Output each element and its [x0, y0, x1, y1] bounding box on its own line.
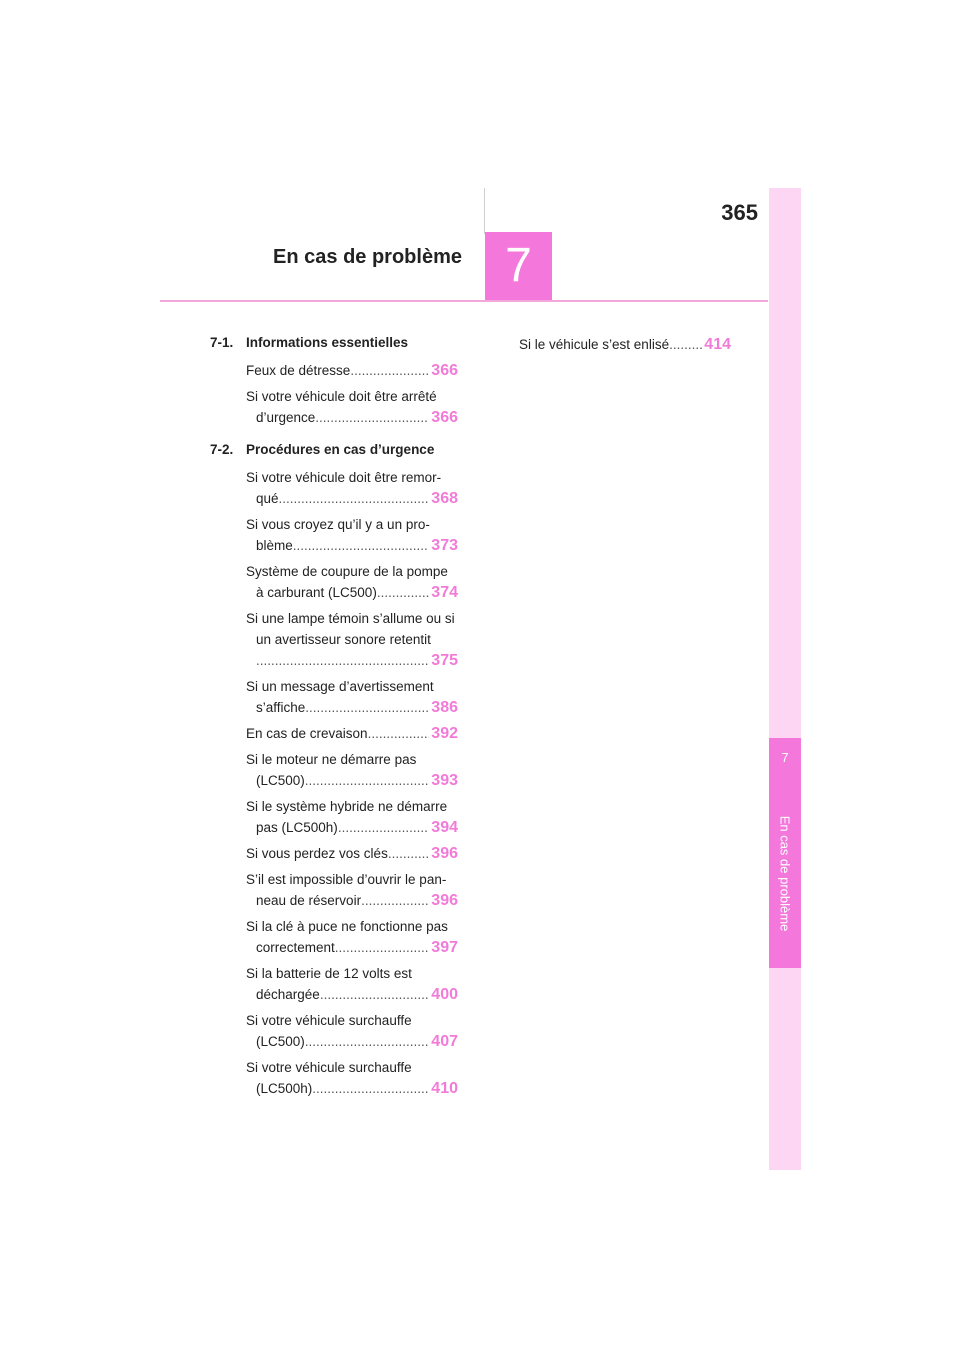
toc-page-link[interactable]: 414 [704, 336, 731, 353]
side-tab-label: En cas de problème [777, 815, 793, 931]
toc-entry-text: pas (LC500h) [256, 820, 338, 835]
toc-section-title: Procédures en cas d’urgence [246, 442, 435, 457]
toc-entry-line [246, 916, 458, 937]
side-tab-label-wrap [769, 780, 801, 966]
toc-entry-line [246, 650, 458, 671]
toc-entry-text: Si votre véhicule surchauffe [246, 1013, 412, 1028]
toc-page-link[interactable]: 393 [431, 772, 458, 789]
toc-entry-text: En cas de crevaison [246, 726, 368, 741]
toc-entry-line [246, 1031, 458, 1052]
toc-entry-line [246, 890, 458, 911]
toc-right-column [519, 334, 731, 360]
toc-entry[interactable] [246, 1057, 458, 1099]
toc-leader-dots [368, 723, 430, 744]
toc-leader-dots [335, 937, 430, 958]
toc-page-link[interactable]: 386 [431, 699, 458, 716]
toc-entry-line [246, 869, 458, 890]
toc-entry[interactable] [246, 796, 458, 838]
toc-entry-text: Si vous perdez vos clés [246, 846, 388, 861]
toc-leader-dots [305, 1031, 430, 1052]
toc-entry-text: (LC500) [256, 773, 305, 788]
toc-leader-dots [256, 650, 429, 671]
toc-entry-text: Si une lampe témoin s’allume ou si [246, 611, 455, 626]
toc-entry-line [246, 1057, 458, 1078]
toc-entry[interactable] [246, 1010, 458, 1052]
toc-page-link[interactable]: 374 [431, 584, 458, 601]
toc-entry-text: (LC500h) [256, 1081, 313, 1096]
toc-entry-text: Si vous croyez qu’il y a un pro- [246, 517, 430, 532]
toc-section-title: Informations essentielles [246, 335, 409, 350]
toc-page-link[interactable]: 392 [431, 725, 458, 742]
toc-leader-dots [312, 1078, 429, 1099]
toc-entry[interactable] [246, 749, 458, 791]
toc-entry-text: (LC500) [256, 1034, 305, 1049]
toc-entry-text: Système de coupure de la pompe [246, 564, 448, 579]
side-tab-number: 7 [781, 750, 789, 765]
toc-entry-text: Feux de détresse [246, 363, 351, 378]
toc-leader-dots [293, 535, 430, 556]
toc-entry-line [246, 796, 458, 817]
toc-entry-text: à carburant (LC500) [256, 585, 377, 600]
side-tab-strip [769, 188, 801, 1170]
toc-entry-text: Si la batterie de 12 volts est [246, 966, 412, 981]
toc-entry-line [246, 749, 458, 770]
toc-entry-line [246, 582, 458, 603]
toc-entry-line [246, 629, 458, 650]
toc-section-number: 7-1. [210, 335, 234, 350]
toc-entry-text: correctement [256, 940, 335, 955]
toc-page-link[interactable]: 396 [431, 892, 458, 909]
toc-leader-dots [338, 817, 429, 838]
toc-entry-text: neau de réservoir [256, 893, 362, 908]
toc-entry-line [246, 608, 458, 629]
toc-entry-line [246, 676, 458, 697]
toc-entry-line [246, 467, 458, 488]
toc-leader-dots [377, 582, 429, 603]
toc-entry-text: Si le moteur ne démarre pas [246, 752, 417, 767]
toc-section-number: 7-2. [210, 442, 234, 457]
toc-entry[interactable] [246, 360, 458, 381]
toc-entry-line [246, 937, 458, 958]
toc-entry[interactable] [246, 963, 458, 1005]
toc-leader-dots [305, 697, 429, 718]
toc-entry-text: S’il est impossible d’ouvrir le pan- [246, 872, 447, 887]
toc-page-link[interactable]: 368 [431, 490, 458, 507]
toc-entry[interactable] [246, 386, 458, 428]
toc-page-link[interactable]: 407 [431, 1033, 458, 1050]
toc-entry-text: déchargée [256, 987, 320, 1002]
toc-entry-line [246, 386, 458, 407]
toc-entry[interactable] [246, 869, 458, 911]
toc-page-link[interactable]: 366 [431, 362, 458, 379]
toc-entry-text: Si votre véhicule doit être remor- [246, 470, 442, 485]
toc-entry[interactable] [246, 723, 458, 744]
toc-entry-line [246, 817, 458, 838]
toc-entry-text: un avertisseur sonore retentit [256, 632, 431, 647]
toc-page-link[interactable]: 373 [431, 537, 458, 554]
toc-leader-dots [315, 407, 429, 428]
toc-leader-dots [669, 334, 702, 355]
header-rule [160, 300, 768, 302]
toc-page-link[interactable]: 375 [431, 652, 458, 669]
toc-entry-text: qué [256, 491, 279, 506]
toc-leader-dots [279, 488, 430, 509]
toc-entry-line [246, 770, 458, 791]
toc-page-link[interactable]: 410 [431, 1080, 458, 1097]
header-vertical-rule [484, 188, 485, 234]
toc-entry-line [246, 843, 458, 864]
toc-entry[interactable] [246, 514, 458, 556]
toc-entry-text: Si le véhicule s’est enlisé [519, 337, 670, 352]
toc-entry[interactable] [246, 843, 458, 864]
toc-leader-dots [388, 843, 429, 864]
toc-entry-line [246, 1078, 458, 1099]
toc-entry[interactable] [246, 561, 458, 603]
toc-entry-line [246, 697, 458, 718]
toc-entry-line [246, 514, 458, 535]
toc-entry-line [246, 535, 458, 556]
toc-entry[interactable] [246, 467, 458, 509]
toc-entry-line [246, 984, 458, 1005]
toc-entry-line [246, 360, 458, 381]
toc-entry-text: Si le système hybride ne démarre [246, 799, 448, 814]
toc-left-column [210, 334, 458, 1104]
section-spacer [210, 433, 458, 441]
toc-page-link[interactable]: 396 [431, 845, 458, 862]
toc-entry-line [246, 407, 458, 428]
toc-page-link[interactable]: 394 [431, 819, 458, 836]
toc-entry[interactable] [246, 916, 458, 958]
chapter-title: En cas de problème [273, 246, 462, 268]
toc-entry-text: s’affiche [256, 700, 306, 715]
toc-page-link[interactable]: 366 [431, 409, 458, 426]
toc-entry-line [246, 488, 458, 509]
toc-entry-line [246, 723, 458, 744]
toc-leader-dots [350, 360, 429, 381]
toc-entry-text: d’urgence [256, 410, 316, 425]
chapter-number-box: 7 [485, 232, 552, 300]
toc-entry[interactable] [519, 334, 731, 355]
toc-entry-line [246, 561, 458, 582]
toc-entry-text: Si votre véhicule surchauffe [246, 1060, 412, 1075]
toc-entry[interactable] [246, 608, 458, 671]
toc-leader-dots [320, 984, 429, 1005]
toc-entry-text: Si un message d’avertissement [246, 679, 434, 694]
toc-entry-text: blème [256, 538, 293, 553]
toc-entry[interactable] [246, 676, 458, 718]
page-number: 365 [721, 200, 758, 225]
toc-entry-text: Si votre véhicule doit être arrêté [246, 389, 437, 404]
toc-leader-dots [361, 890, 429, 911]
toc-page-link[interactable]: 397 [431, 939, 458, 956]
toc-leader-dots [305, 770, 430, 791]
toc-page-link[interactable]: 400 [431, 986, 458, 1003]
toc-entry-text: Si la clé à puce ne fonctionne pas [246, 919, 448, 934]
toc-entry-line [246, 1010, 458, 1031]
toc-section-heading[interactable] [210, 334, 458, 352]
toc-entry-line [246, 963, 458, 984]
toc-section-heading[interactable] [210, 441, 458, 459]
toc-entry-line [519, 334, 731, 355]
